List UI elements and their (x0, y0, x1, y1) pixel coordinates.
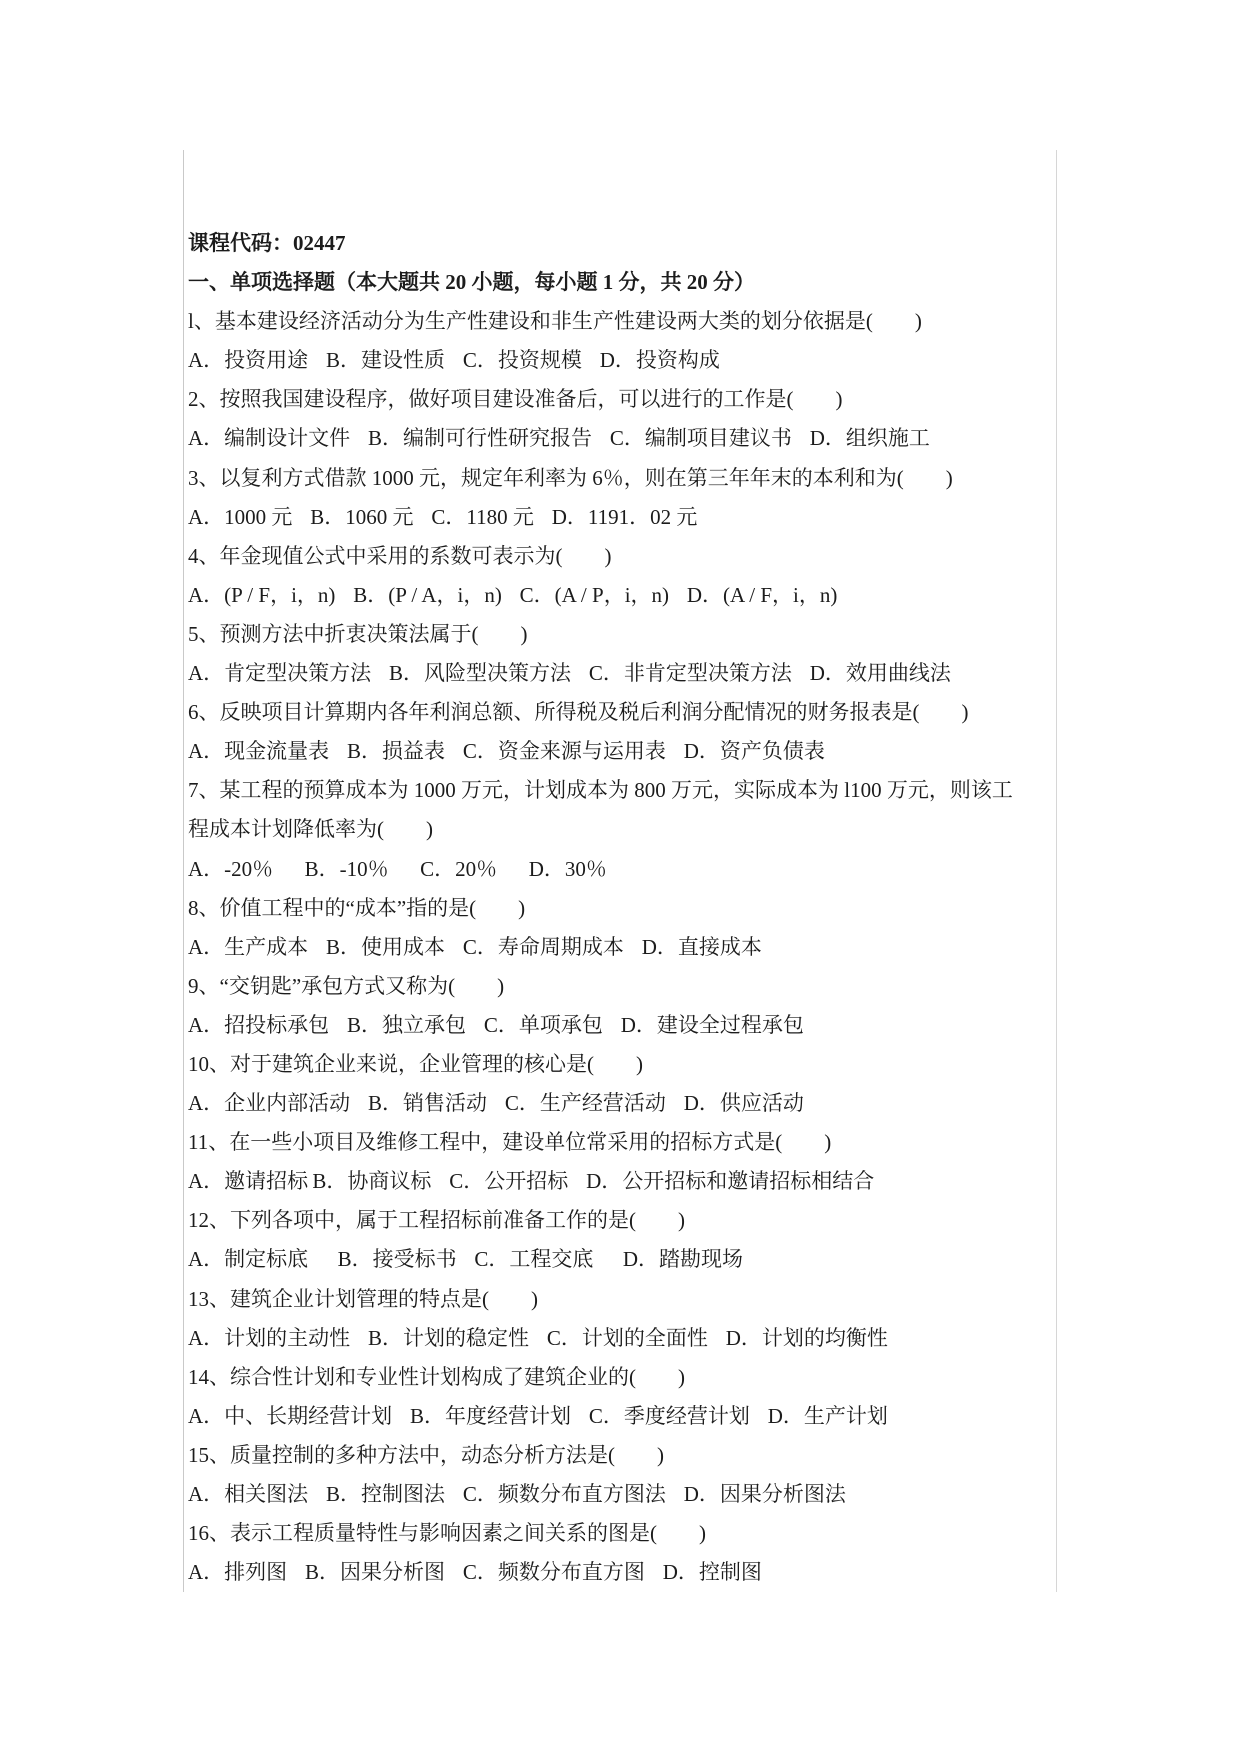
question-5-option-b: B．风险型决策方法 (389, 661, 572, 686)
question-7-option-c: C．20％ (420, 856, 498, 881)
question-6-option-a: A．现金流量表 (188, 739, 330, 764)
question-13-option-c: C．计划的全面性 (546, 1325, 708, 1350)
question-15-option-a: A．相关图法 (188, 1482, 309, 1506)
question-4-option-a: A．(P / F，i，n) (188, 582, 336, 607)
question-12-option-b: B．接受标书 (337, 1247, 457, 1272)
question-14-option-a: A．中、长期经营计划 (188, 1403, 393, 1428)
question-13-option-b: B．计划的稳定性 (368, 1325, 530, 1350)
section-title: 一、单项选择题（本大题共 20 小题，每小题 1 分，共 20 分） (188, 270, 755, 295)
question-10-options (188, 1084, 1188, 1123)
question-7-stem: 7、某工程的预算成本为 1000 万元，计划成本为 800 万元，实际成本为 l100 万元，则该工 (188, 778, 1013, 803)
question-6-stem: 6、反映项目计算期内各年利润总额、所得税及税后利润分配情况的财务报表是( ) (188, 700, 969, 725)
question-1-option-c: C．投资规模 (462, 348, 582, 373)
question-4-stem: 4、年金现值公式中采用的系数可表示为( ) (188, 543, 612, 568)
question-11-option-d: D．公开招标和邀请招标相结合 (586, 1169, 875, 1194)
question-9-option-a: A．招投标承包 (188, 1012, 330, 1037)
question-3-option-b: B．1060 元 (310, 504, 414, 529)
question-6-option-b: B．损益表 (347, 739, 446, 764)
question-7-options (188, 850, 1188, 889)
question-13-option-d: D．计划的均衡性 (725, 1325, 888, 1350)
question-5-option-a: A．肯定型决策方法 (188, 661, 372, 686)
question-11-option-c: C．公开招标 (449, 1169, 569, 1194)
question-11-options (188, 1162, 1188, 1201)
question-8-option-a: A．生产成本 (188, 934, 309, 959)
question-7-option-a: A．-20％ (188, 856, 274, 881)
question-14-option-b: B．年度经营计划 (410, 1403, 572, 1428)
question-2-option-a: A．编制设计文件 (188, 426, 351, 451)
question-16-options (188, 1553, 1188, 1592)
question-8-options (188, 928, 1188, 967)
question-7-stem-continued: 程成本计划降低率为( ) (188, 817, 433, 842)
question-11-option-a: A．邀请招标 (188, 1169, 309, 1194)
question-2-options (188, 419, 1188, 458)
question-14-stem: 14、综合性计划和专业性计划构成了建筑企业的( ) (188, 1364, 685, 1389)
question-9-stem: 9、“交钥匙”承包方式又称为( ) (188, 973, 505, 998)
question-3-options (188, 498, 1188, 537)
question-16-option-c: C．频数分布直方图 (462, 1560, 645, 1585)
question-4-option-b: B．(P / A，i，n) (353, 582, 502, 607)
question-8-option-b: B．使用成本 (326, 934, 446, 959)
question-15-stem: 15、质量控制的多种方法中，动态分析方法是( ) (188, 1442, 664, 1467)
question-16-option-a: A．排列图 (188, 1560, 288, 1585)
question-6-option-d: D．资产负债表 (683, 739, 825, 764)
question-5-option-c: C．非肯定型决策方法 (588, 661, 792, 686)
question-15-option-d: D．因果分析图法 (683, 1482, 846, 1506)
question-2-option-b: B．编制可行性研究报告 (368, 426, 593, 451)
question-8-option-c: C．寿命周期成本 (462, 934, 624, 959)
question-9-option-b: B．独立承包 (347, 1012, 467, 1037)
question-15-option-c: C．频数分布直方图法 (462, 1482, 666, 1506)
question-10-option-b: B．销售活动 (368, 1091, 488, 1116)
question-4-option-c: C．(A / P，i，n) (519, 582, 670, 607)
question-8-option-d: D．直接成本 (641, 934, 762, 959)
question-13-option-a: A．计划的主动性 (188, 1325, 351, 1350)
question-12-options (188, 1240, 1188, 1279)
question-16-option-b: B．因果分析图 (305, 1560, 446, 1585)
question-12-stem: 12、下列各项中，属于工程招标前准备工作的是( ) (188, 1208, 685, 1233)
question-1-option-d: D．投资构成 (599, 348, 720, 373)
question-10-option-c: C．生产经营活动 (504, 1091, 666, 1116)
question-16-stem: 16、表示工程质量特性与影响因素之间关系的图是( ) (188, 1521, 706, 1546)
question-5-options (188, 654, 1188, 693)
question-14-option-d: D．生产计划 (767, 1403, 888, 1428)
question-7-option-d: D．30％ (528, 856, 607, 881)
question-2-option-c: C．编制项目建议书 (609, 426, 792, 451)
question-1-option-a: A．投资用途 (188, 348, 309, 373)
question-14-option-c: C．季度经营计划 (588, 1403, 750, 1428)
question-2-option-d: D．组织施工 (809, 426, 930, 451)
question-1-stem: l、基本建设经济活动分为生产性建设和非生产性建设两大类的划分依据是( ) (188, 309, 922, 334)
question-3-option-a: A．1000 元 (188, 504, 293, 529)
question-5-option-d: D．效用曲线法 (809, 661, 951, 686)
question-9-options (188, 1006, 1188, 1045)
question-13-stem: 13、建筑企业计划管理的特点是( ) (188, 1286, 538, 1311)
question-16-option-d: D．控制图 (662, 1560, 762, 1585)
question-9-option-c: C．单项承包 (483, 1012, 603, 1037)
question-8-stem: 8、价值工程中的“成本”指的是( ) (188, 895, 526, 920)
question-3-stem: 3、以复利方式借款 1000 元，规定年利率为 6％，则在第三年年末的本利和为( ) (188, 465, 953, 490)
question-1-options (188, 341, 1188, 380)
question-9-option-d: D．建设全过程承包 (620, 1012, 804, 1037)
question-1-option-b: B．建设性质 (326, 348, 446, 373)
exam-content (188, 224, 1188, 1592)
course-code: 课程代码：02447 (188, 231, 346, 255)
question-7-option-b: B．-10％ (304, 856, 389, 881)
question-15-option-b: B．控制图法 (326, 1482, 446, 1506)
question-6-option-c: C．资金来源与运用表 (462, 739, 666, 764)
question-14-options (188, 1397, 1188, 1436)
question-10-stem: 10、对于建筑企业来说，企业管理的核心是( ) (188, 1051, 643, 1076)
question-10-option-d: D．供应活动 (683, 1091, 804, 1116)
question-15-options (188, 1475, 1188, 1514)
question-12-option-a: A．制定标底 (188, 1247, 309, 1272)
question-12-option-c: C．工程交底 (474, 1247, 594, 1272)
question-12-option-d: D．踏勘现场 (622, 1247, 743, 1272)
question-4-option-d: D．(A / F，i，n) (686, 582, 838, 607)
question-11-stem: 11、在一些小项目及维修工程中，建设单位常采用的招标方式是( ) (188, 1130, 832, 1155)
question-3-option-d: D．1191．02 元 (551, 504, 698, 529)
question-3-option-c: C．1180 元 (431, 504, 534, 529)
question-10-option-a: A．企业内部活动 (188, 1091, 351, 1116)
question-4-options (188, 576, 1188, 615)
question-6-options (188, 732, 1188, 771)
question-13-options (188, 1319, 1188, 1358)
question-5-stem: 5、预测方法中折衷决策法属于( ) (188, 621, 528, 646)
question-11-option-b: B．协商议标 (312, 1169, 432, 1194)
question-2-stem: 2、按照我国建设程序，做好项目建设准备后，可以进行的工作是( ) (188, 387, 843, 412)
